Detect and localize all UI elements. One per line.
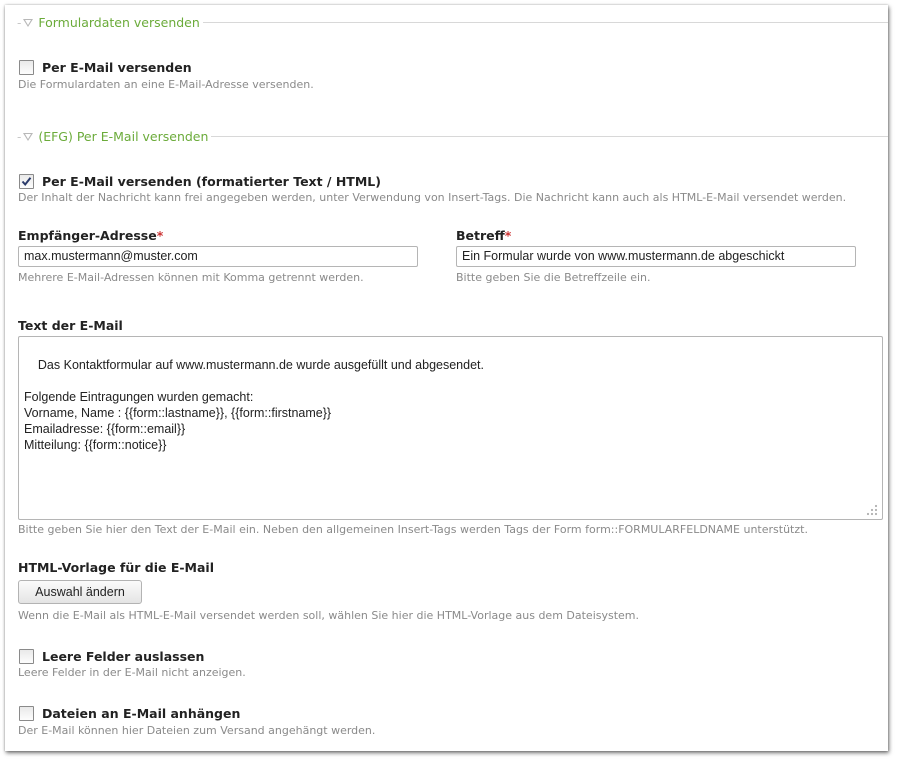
send-formatted-label[interactable]: Per E-Mail versenden (formatierter Text / HTML) (42, 174, 381, 189)
skip-empty-checkbox[interactable] (19, 649, 34, 664)
legend-label: (EFG) Per E-Mail versenden (38, 129, 209, 144)
recipient-label-text: Empfänger-Adresse (18, 228, 157, 243)
skip-empty-help: Leere Felder in der E-Mail nicht anzeigen. (18, 666, 246, 679)
email-text-label: Text der E-Mail (18, 318, 123, 333)
recipient-label (18, 228, 163, 243)
legend-dash: - (17, 15, 22, 30)
html-template-label: HTML-Vorlage für die E-Mail (18, 560, 214, 575)
send-formatted-checkbox[interactable] (19, 174, 34, 189)
send-email-label[interactable]: Per E-Mail versenden (42, 60, 192, 75)
email-text-textarea[interactable] (18, 336, 883, 520)
html-template-help: Wenn die E-Mail als HTML-E-Mail versendet werden soll, wählen Sie hier die HTML-Vorlage aus dem Dateisystem. (18, 609, 640, 622)
legend-label: Formulardaten versenden (38, 15, 200, 30)
settings-panel (5, 5, 888, 751)
email-text-help: Bitte geben Sie hier den Text der E-Mail ein. Neben den allgemeinen Insert-Tags werden Tags der Form form::FORMULARFELDNAME unterstützt. (18, 523, 808, 536)
attachments-checkbox[interactable] (19, 706, 34, 721)
change-selection-button[interactable]: Auswahl ändern (18, 580, 142, 604)
collapse-triangle-icon (23, 19, 33, 27)
send-email-checkbox[interactable] (19, 60, 34, 75)
recipient-input[interactable]: max.mustermann@muster.com (18, 246, 418, 267)
resize-grip-icon[interactable] (866, 504, 878, 516)
fieldset-legend-efg[interactable] (17, 129, 211, 144)
collapse-triangle-icon (23, 133, 33, 141)
send-formatted-help: Der Inhalt der Nachricht kann frei angegeben werden, unter Verwendung von Insert-Tags. Die Nachricht kann auch als HTML-E-Mail versendet werden. (18, 191, 847, 204)
send-email-help: Die Formulardaten an eine E-Mail-Adresse versenden. (18, 78, 314, 91)
subject-input[interactable]: Ein Formular wurde von www.mustermann.de abgeschickt (456, 246, 856, 267)
legend-dash: - (17, 129, 22, 144)
subject-label (456, 228, 511, 243)
checkmark-icon (20, 175, 33, 188)
subject-help: Bitte geben Sie die Betreffzeile ein. (456, 271, 651, 284)
subject-label-text: Betreff (456, 228, 505, 243)
attachments-help: Der E-Mail können hier Dateien zum Versand angehängt werden. (18, 724, 376, 737)
required-mark: * (156, 228, 164, 243)
fieldset-legend-formulardaten[interactable] (17, 15, 203, 30)
email-text-content: Das Kontaktformular auf www.mustermann.de wurde ausgefüllt und abgesendet. Folgende Eintragungen wurden gemacht: Vorname, Name : {{form::lastname}}, {{form::firstname}} Emailadresse: {{form::email}} Mitteilung: {{form::notice}} (24, 358, 484, 452)
recipient-help: Mehrere E-Mail-Adressen können mit Komma getrennt werden. (18, 271, 364, 284)
attachments-label[interactable]: Dateien an E-Mail anhängen (42, 706, 241, 721)
skip-empty-label[interactable]: Leere Felder auslassen (42, 649, 205, 664)
required-mark: * (504, 228, 512, 243)
